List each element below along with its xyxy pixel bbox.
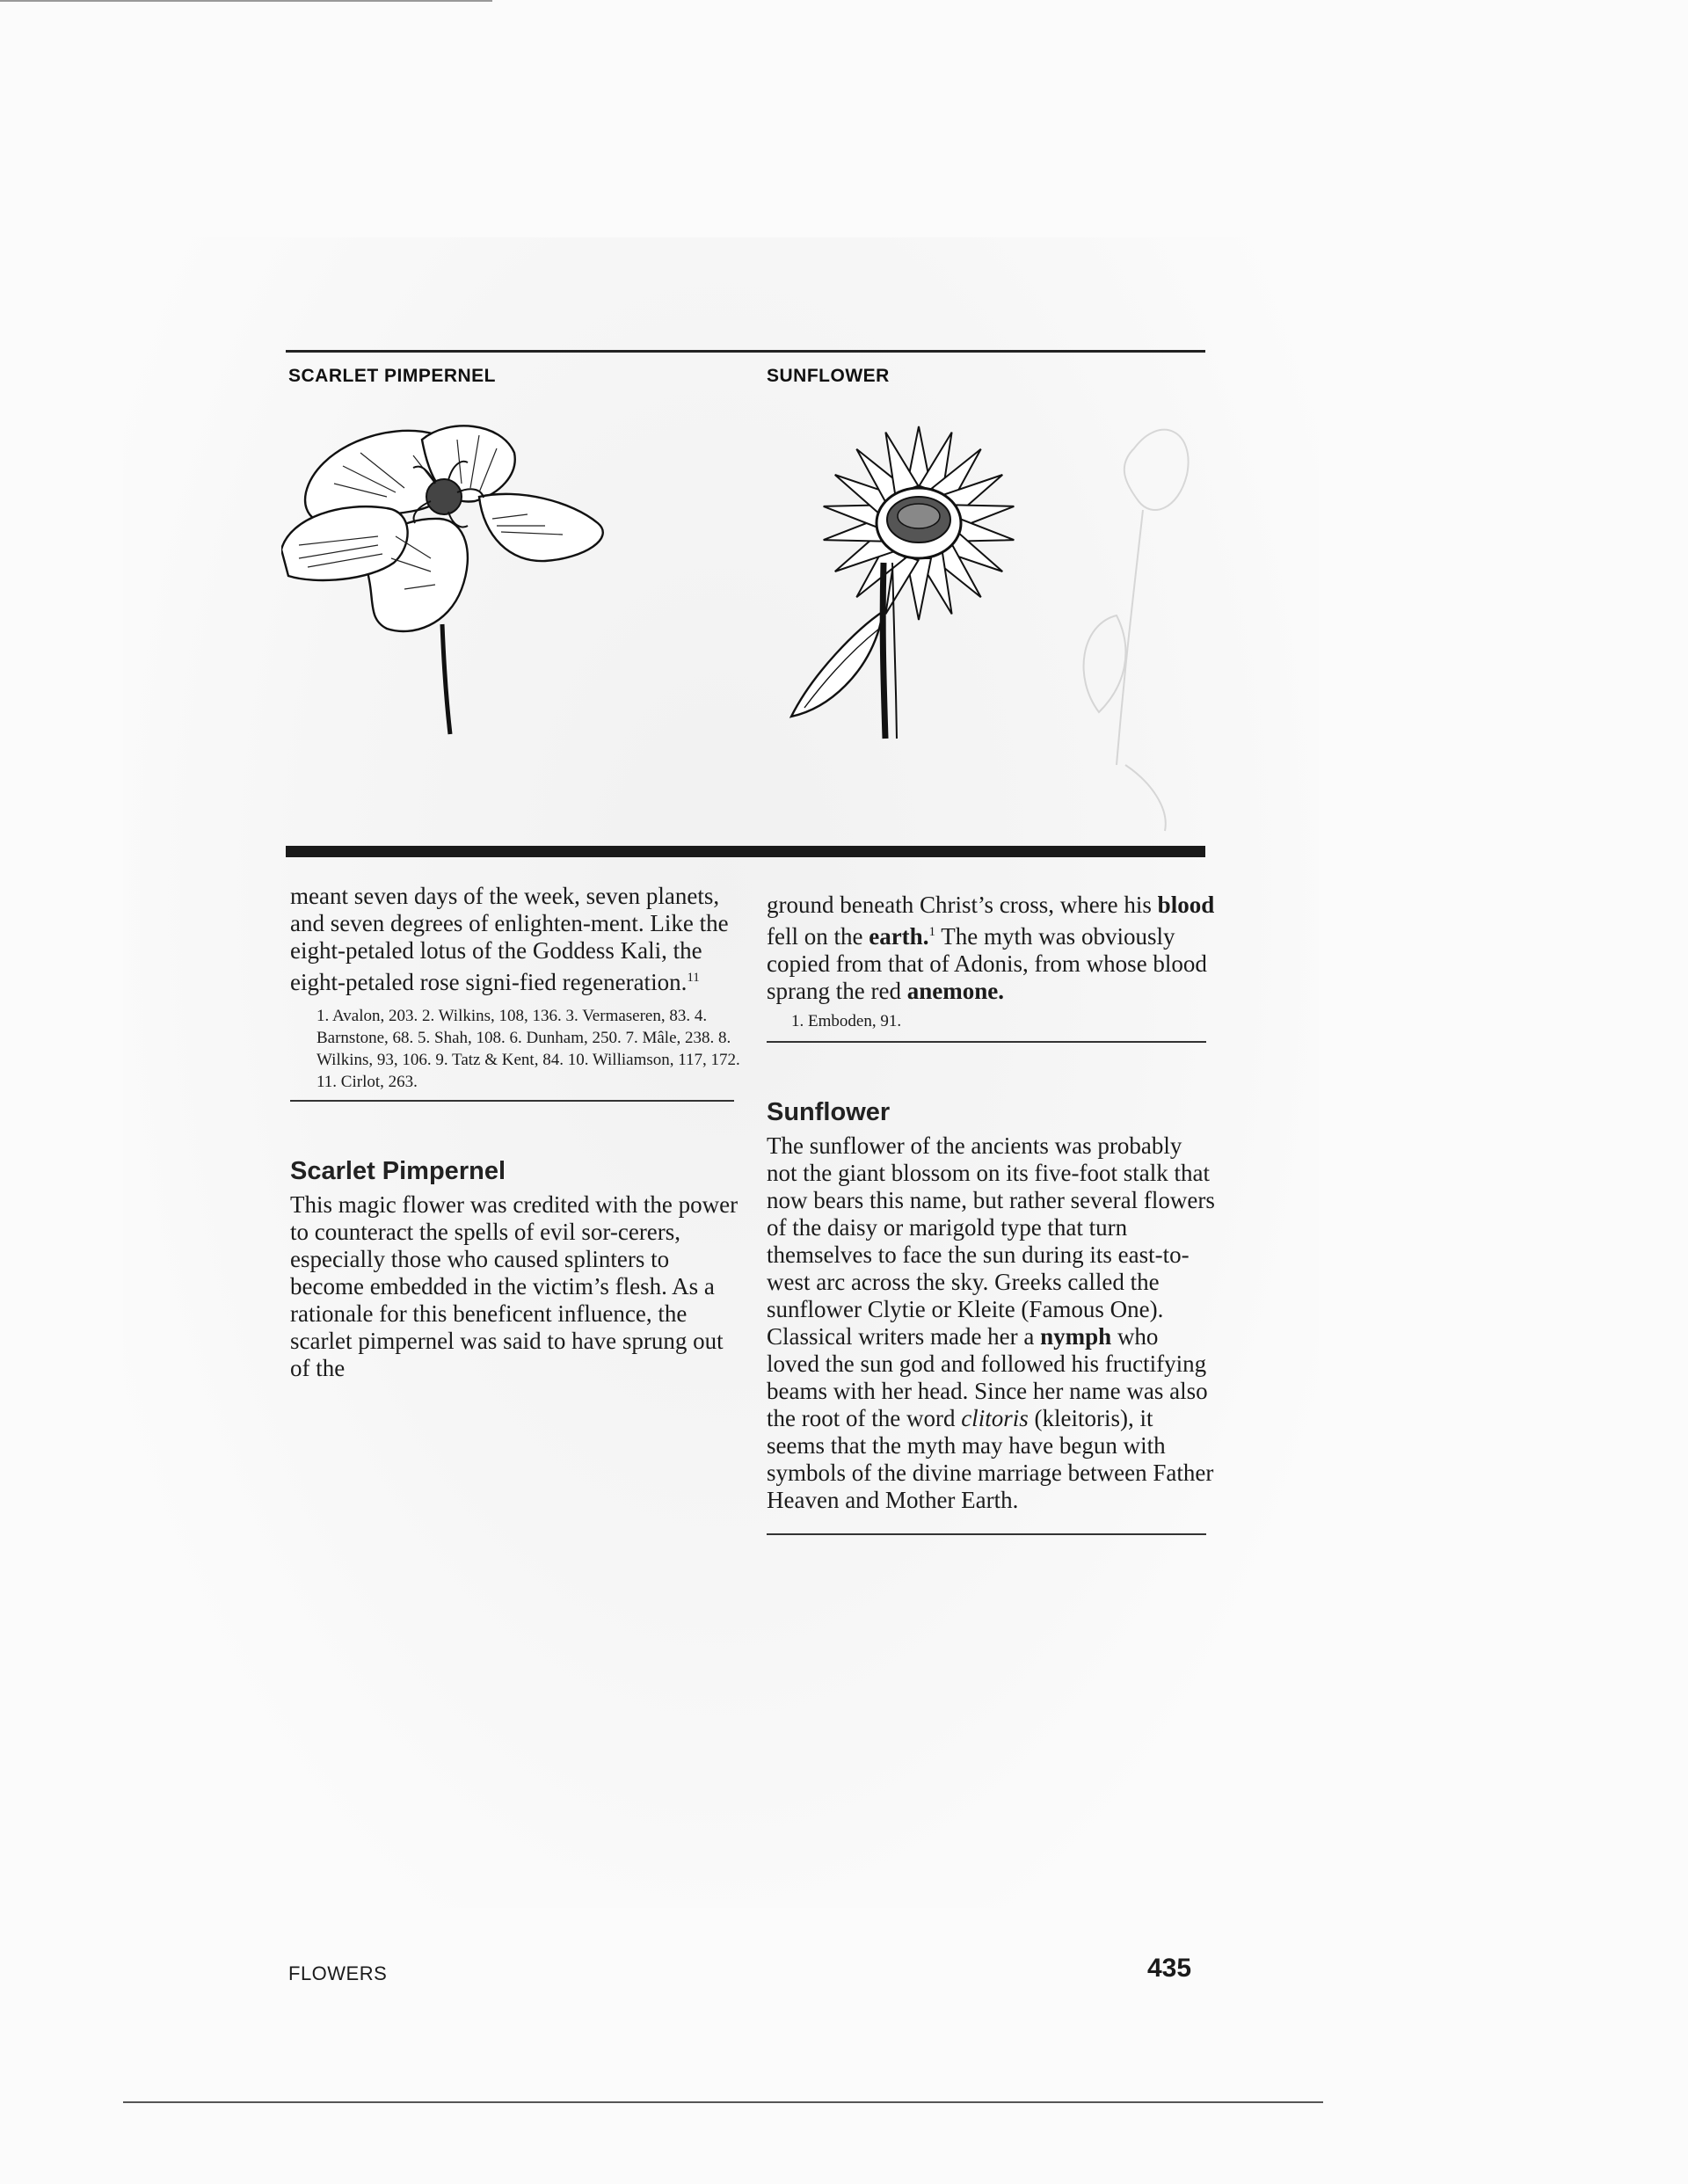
bottom-scan-line [123, 2101, 1323, 2103]
term-clitoris: clitoris [961, 1405, 1029, 1431]
top-rule [286, 350, 1205, 353]
heading-sunflower: Sunflower [767, 1098, 891, 1126]
continued-paragraph-text: meant seven days of the week, seven planets, and seven degrees of enlighten-ment. Like the eight-petaled lotus of the Goddess Kali, the eight-petaled rose signi-fied regeneration. [290, 883, 729, 995]
term-blood: blood [1157, 892, 1215, 918]
bleed-through-drawing [1064, 396, 1213, 835]
left-column [290, 883, 747, 1382]
footnote-rule [290, 1100, 734, 1102]
scan-edge-line [0, 0, 492, 2]
footer-section-title: FLOWERS [288, 1962, 388, 1984]
term-nymph: nymph [1040, 1323, 1112, 1350]
footnote-rule-right [767, 1041, 1206, 1043]
term-anemone: anemone. [906, 978, 1004, 1004]
illustration-divider [286, 846, 1205, 857]
caption-sunflower: SUNFLOWER [767, 366, 890, 386]
para-fell-on: fell on the [767, 923, 863, 950]
sunflower-illustration [752, 409, 1051, 743]
right-column [767, 892, 1215, 1535]
para-start: ground beneath Christ’s cross, where his [767, 892, 1152, 918]
footnote-emboden: 1. Emboden, 91. [791, 1012, 902, 1030]
section-end-rule [767, 1533, 1206, 1535]
continued-paragraph [290, 883, 747, 996]
sunflower-body-c: (kleitoris), it seems that the myth may have begun with symbols of the divine marriage between Father Heaven and Mother Earth. [767, 1405, 1214, 1513]
term-earth: earth. [869, 923, 929, 950]
note-ref-1: 1 [928, 925, 935, 939]
heading-scarlet-pimpernel: Scarlet Pimpernel [290, 1157, 506, 1185]
sunflower-body-a: The sunflower of the ancients was probably not the giant blossom on its five-foot stalk that now bears this name, but rather several flowers of the daisy or marigold type that turn themselves to face the sun during its east-to-west arc across the sky. Greeks called the sunflower Clytie or Kleite (Famous One). Classical writers made her a [767, 1132, 1215, 1350]
footnotes-list: 1. Avalon, 203. 2. Wilkins, 108, 136. 3. Vermaseren, 83. 4. Barnstone, 68. 5. Shah, 108. 6. Dunham, 250. 7. Mâle, 238. 8. Wilkins, 93, 106. 9. Tatz & Kent, 84. 10. Williamson, 117, 172. 11. Cirlot, 263. [316, 1007, 740, 1091]
sunflower-body-b: who loved the sun god and followed his fructifying beams with her head. Since her name was also the root of the word [767, 1323, 1208, 1431]
scarlet-pimpernel-body: This magic flower was credited with the power to counteract the spells of evil sor-cerers, especially those who caused splinters to become embedded in the victim’s flesh. As a rationale for this beneficent influence, the scarlet pimpernel was said to have sprung out of the [290, 1191, 738, 1381]
caption-scarlet-pimpernel: SCARLET PIMPERNEL [288, 366, 497, 386]
sunflower-body [767, 1132, 1215, 1514]
para-mid: The myth was obviously copied from that of Adonis, from whose blood sprang the red [767, 923, 1207, 1004]
continued-paragraph-right [767, 892, 1215, 1005]
scarlet-pimpernel-illustration [281, 413, 651, 739]
note-ref-11: 11 [687, 971, 700, 985]
page-number: 435 [1147, 1954, 1192, 1983]
